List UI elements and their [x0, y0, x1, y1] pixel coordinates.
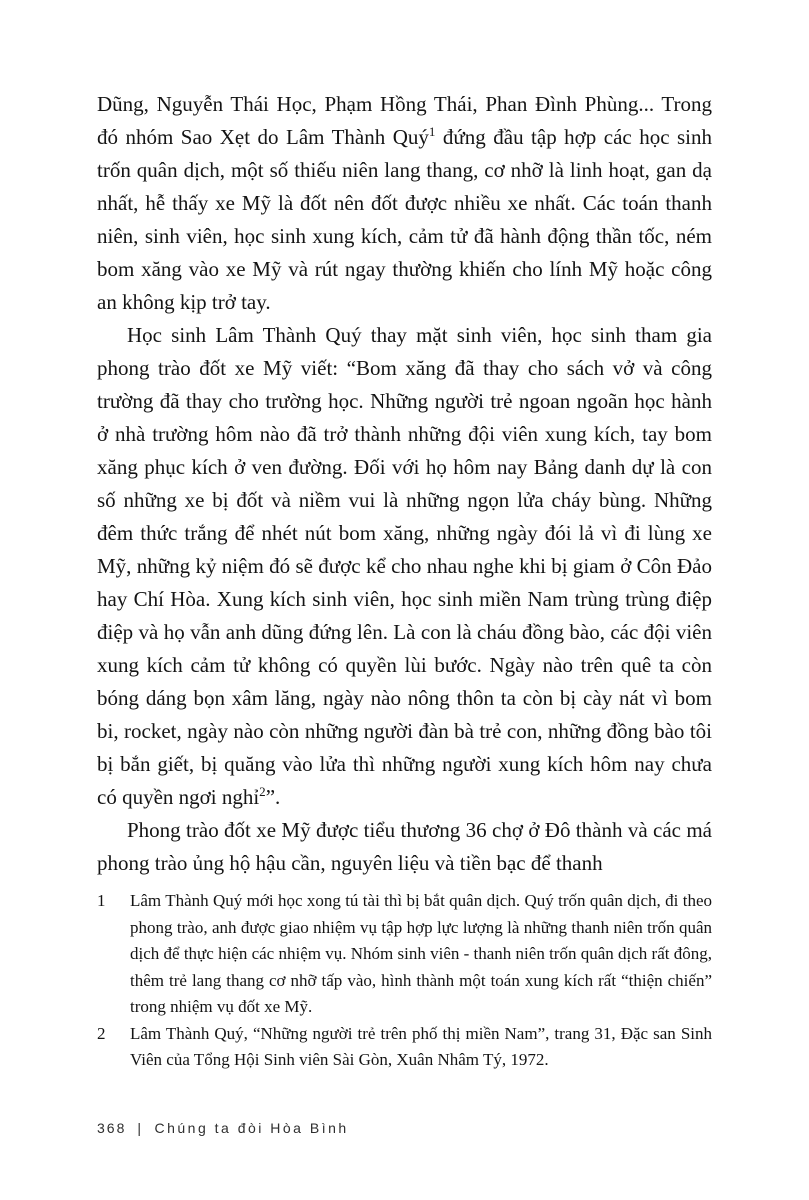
footnote-1-number: 1 [97, 891, 106, 910]
paragraph-2-text-cont: ”. [265, 785, 281, 809]
footnote-2 [97, 1021, 712, 1074]
footnote-ref-2: 2 [259, 784, 266, 799]
paragraph-1 [97, 88, 712, 319]
paragraph-1-text-cont: đứng đầu tập hợp các học sinh trốn quân dịch, một số thiếu niên lang thang, cơ nhỡ là linh hoạt, gan dạ nhất, hễ thấy xe Mỹ là đốt nên đốt được nhiều xe nhất. Các toán thanh niên, sinh viên, học sinh xung kích, cảm tử đã hành động thần tốc, ném bom xăng vào xe Mỹ và rút ngay thường khiến cho lính Mỹ hoặc công an không kịp trở tay. [97, 125, 712, 314]
body-text [97, 88, 712, 880]
footer-separator: | [137, 1120, 144, 1136]
footnotes-section [97, 888, 712, 1074]
footnote-1-text: Lâm Thành Quý mới học xong tú tài thì bị bắt quân dịch. Quý trốn quân dịch, đi theo phong trào, anh được giao nhiệm vụ tập hợp lực lượng là những thanh niên trốn quân dịch để thực hiện các nhiệm vụ. Nhóm sinh viên - thanh niên trốn quân dịch rất đông, thêm trẻ lang thang cơ nhỡ tấp vào, hình thành một toán xung kích rất “thiện chiến” trong nhiệm vụ đốt xe Mỹ. [130, 891, 712, 1016]
paragraph-3-text: Phong trào đốt xe Mỹ được tiểu thương 36 chợ ở Đô thành và các má phong trào ủng hộ hậu cần, nguyên liệu và tiền bạc để thanh [97, 818, 712, 875]
footnote-1 [97, 888, 712, 1021]
footnote-2-number: 2 [97, 1023, 106, 1043]
paragraph-1-text: Dũng, Nguyễn Thái Học, Phạm Hồng Thái, Phan Đình Phùng... Trong đó nhóm Sao Xẹt do Lâm Thành Quý [97, 92, 712, 149]
paragraph-3 [97, 814, 712, 880]
page-footer [97, 1120, 349, 1136]
book-title: Chúng ta đòi Hòa Bình [154, 1120, 349, 1136]
footnote-ref-1: 1 [428, 124, 436, 139]
page-number: 368 [97, 1120, 127, 1136]
paragraph-2-text: Học sinh Lâm Thành Quý thay mặt sinh viên, học sinh tham gia phong trào đốt xe Mỹ viết: “Bom xăng đã thay cho sách vở và công trường đã thay cho trường học. Những người trẻ ngoan ngoãn học hành ở nhà trường hôm nào đã trở thành những đội viên xung kích, tay bom xăng phục kích ở ven đường. Đối với họ hôm nay Bảng danh dự là con số những xe bị đốt và niềm vui là những ngọn lửa cháy bùng. Những đêm thức trắng để nhét nút bom xăng, những ngày đói lả vì đi lùng xe Mỹ, những kỷ niệm đó sẽ được kể cho nhau nghe khi bị giam ở Côn Đảo hay Chí Hòa. Xung kích sinh viên, học sinh miền Nam trùng trùng điệp điệp và họ vẫn anh dũng đứng lên. Là con là cháu đồng bào, các đội viên xung kích cảm tử không có quyền lùi bước. Ngày nào trên quê ta còn bóng dáng bọn xâm lăng, ngày nào nông thôn ta còn bị cày nát vì bom bi, rocket, ngày nào còn những người đàn bà trẻ con, những đồng bào tôi bị bắn giết, bị quăng vào lửa thì những người xung kích hôm nay chưa có quyền ngơi nghỉ [97, 323, 712, 809]
paragraph-2 [97, 319, 712, 814]
text-block [97, 88, 712, 1074]
footnote-2-text: Lâm Thành Quý, “Những người trẻ trên phố thị miền Nam”, trang 31, Đặc san Sinh Viên của Tổng Hội Sinh viên Sài Gòn, Xuân Nhâm Tý, 1972. [130, 1023, 712, 1069]
